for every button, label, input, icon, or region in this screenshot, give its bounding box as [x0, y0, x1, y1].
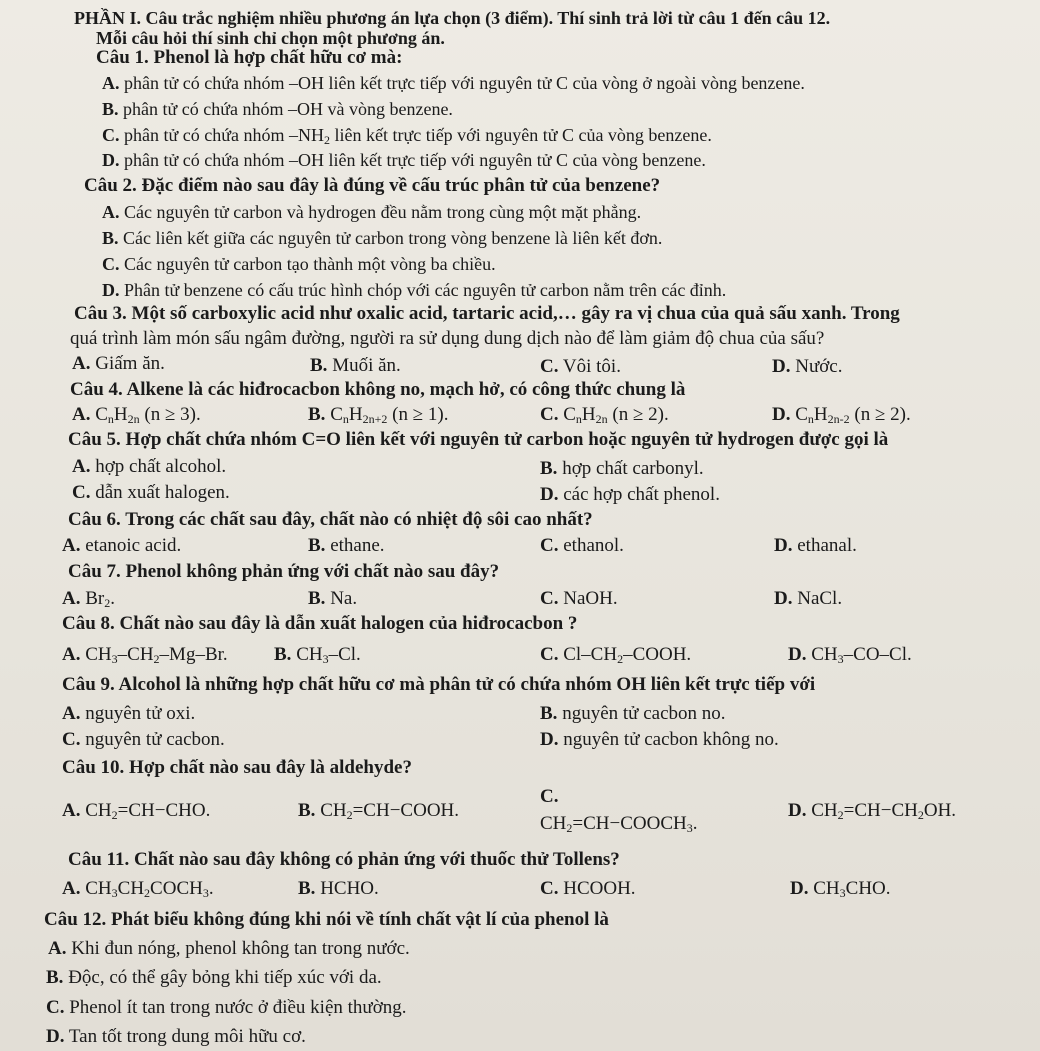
q6-option-c[interactable]: C. ethanol. — [540, 535, 624, 556]
q8-option-c[interactable]: C. $Cl-CH_2$–COOH. — [540, 644, 692, 666]
question-12-stem: Câu 12. Phát biểu không đúng khi nói về tính chất vật lí của phenol là — [44, 909, 609, 930]
q2-option-d[interactable]: D. Phân tử benzene có cấu trúc hình chóp với các nguyên tử carbon nằm trên các đỉnh. — [102, 280, 727, 300]
q4-option-b[interactable]: B. $C_nH_{2n+2}$ (n ≥ 1). — [308, 404, 449, 426]
q2-option-c[interactable]: C. Các nguyên tử carbon tạo thành một vòng ba chiều. — [102, 254, 496, 274]
q1-option-c[interactable]: C. phân tử có chứa nhóm $-NH_2$ liên kết trực tiếp với nguyên tử C của vòng benzene. — [102, 125, 712, 147]
q12-option-a[interactable]: A. Khi đun nóng, phenol không tan trong nước. — [48, 938, 410, 959]
q4-option-d[interactable]: D. $C_nH_{2n-2}$ (n ≥ 2). — [772, 404, 911, 426]
instruction: Mỗi câu hỏi thí sinh chỉ chọn một phương án. — [96, 28, 445, 48]
q3-option-d[interactable]: D. Nước. — [772, 356, 843, 377]
question-3-stem-line1: Câu 3. Một số carboxylic acid như oxalic acid, tartaric acid,… gây ra vị chua của quả sấu xanh. Trong — [74, 303, 900, 324]
question-6-stem: Câu 6. Trong các chất sau đây, chất nào có nhiệt độ sôi cao nhất? — [68, 509, 593, 530]
q10-option-c-label[interactable]: C. — [540, 786, 559, 807]
q6-option-d[interactable]: D. ethanal. — [774, 535, 857, 556]
q6-option-a[interactable]: A. etanoic acid. — [62, 535, 182, 556]
q10-option-c[interactable]: $CH_2=CH-COOCH_3$. — [540, 813, 698, 835]
q1-option-b[interactable]: B. phân tử có chứa nhóm –OH và vòng benzene. — [102, 99, 453, 119]
q9-option-d[interactable]: D. nguyên tử cacbon không no. — [540, 729, 779, 750]
question-11-stem: Câu 11. Chất nào sau đây không có phản ứng với thuốc thử Tollens? — [68, 849, 620, 870]
question-10-stem: Câu 10. Hợp chất nào sau đây là aldehyde? — [62, 757, 412, 778]
q3-option-a[interactable]: A. Giấm ăn. — [72, 353, 165, 374]
q7-option-b[interactable]: B. Na. — [308, 588, 358, 609]
q12-option-d[interactable]: D. Tan tốt trong dung môi hữu cơ. — [46, 1026, 306, 1047]
q10-option-b[interactable]: B. $CH_2=CH-COOH$. — [298, 800, 460, 822]
question-2-stem: Câu 2. Đặc điểm nào sau đây là đúng về cấu trúc phân tử của benzene? — [84, 175, 661, 196]
q7-option-a[interactable]: A. $Br_2$. — [62, 588, 115, 610]
q8-option-a[interactable]: A. $CH_3-CH_2-Mg-Br$. — [62, 644, 228, 666]
q6-option-b[interactable]: B. ethane. — [308, 535, 385, 556]
q1-option-a[interactable]: A. phân tử có chứa nhóm –OH liên kết trực tiếp với nguyên tử C của vòng ở ngoài vòng benzene. — [102, 73, 805, 93]
question-7-stem: Câu 7. Phenol không phản ứng với chất nào sau đây? — [68, 561, 500, 582]
q9-option-b[interactable]: B. nguyên tử cacbon no. — [540, 703, 726, 724]
q5-option-c[interactable]: C. dẫn xuất halogen. — [72, 482, 230, 503]
q9-option-a[interactable]: A. nguyên tử oxi. — [62, 703, 196, 724]
question-9-stem: Câu 9. Alcohol là những hợp chất hữu cơ mà phân tử có chứa nhóm OH liên kết trực tiếp với — [62, 674, 816, 695]
q2-option-a[interactable]: A. Các nguyên tử carbon và hydrogen đều nằm trong cùng một mặt phẳng. — [102, 202, 642, 222]
q11-option-d[interactable]: D. $CH_3CHO$. — [790, 878, 891, 900]
q9-option-c[interactable]: C. nguyên tử cacbon. — [62, 729, 225, 750]
question-8-stem: Câu 8. Chất nào sau đây là dẫn xuất halogen của hiđrocacbon ? — [62, 613, 578, 634]
q12-option-c[interactable]: C. Phenol ít tan trong nước ở điều kiện thường. — [46, 997, 407, 1018]
question-4-stem: Câu 4. Alkene là các hiđrocacbon không no, mạch hở, có công thức chung là — [70, 379, 686, 400]
q4-option-c[interactable]: C. $C_nH_{2n}$ (n ≥ 2). — [540, 404, 669, 426]
part-title: PHẦN I. Câu trắc nghiệm nhiều phương án lựa chọn (3 điểm). Thí sinh trả lời từ câu 1 đến câu 12. — [74, 8, 831, 28]
q1-option-d[interactable]: D. phân tử có chứa nhóm –OH liên kết trực tiếp với nguyên tử C của vòng benzene. — [102, 150, 706, 170]
question-5-stem: Câu 5. Hợp chất chứa nhóm C=O liên kết với nguyên tử carbon hoặc nguyên tử hydrogen được gọi là — [68, 429, 889, 450]
q10-option-a[interactable]: A. $CH_2=CH-CHO$. — [62, 800, 211, 822]
q8-option-b[interactable]: B. $CH_3-Cl$. — [274, 644, 361, 666]
q2-option-b[interactable]: B. Các liên kết giữa các nguyên tử carbon trong vòng benzene là liên kết đơn. — [102, 228, 663, 248]
q12-option-b[interactable]: B. Độc, có thể gây bỏng khi tiếp xúc với da. — [46, 967, 382, 988]
q11-option-b[interactable]: B. HCHO. — [298, 878, 379, 899]
q4-option-a[interactable]: A. $C_nH_{2n}$ (n ≥ 3). — [72, 404, 201, 426]
q3-option-c[interactable]: C. Vôi tôi. — [540, 356, 621, 377]
q7-option-c[interactable]: C. NaOH. — [540, 588, 618, 609]
q3-option-b[interactable]: B. Muối ăn. — [310, 355, 401, 376]
q8-option-d[interactable]: D. $CH_3-CO-Cl$. — [788, 644, 912, 666]
q11-option-a[interactable]: A. $CH_3CH_2COCH_3$. — [62, 878, 214, 900]
q11-option-c[interactable]: C. HCOOH. — [540, 878, 636, 899]
q5-option-a[interactable]: A. hợp chất alcohol. — [72, 456, 227, 477]
q10-option-d[interactable]: D. $CH_2=CH-CH_2OH$. — [788, 800, 957, 822]
q7-option-d[interactable]: D. NaCl. — [774, 588, 843, 609]
q5-option-b[interactable]: B. hợp chất carbonyl. — [540, 458, 704, 479]
question-1-stem: Câu 1. Phenol là hợp chất hữu cơ mà: — [96, 47, 403, 68]
question-3-stem-line2: quá trình làm món sấu ngâm đường, người ra sử dụng dung dịch nào để làm giảm độ chua của sấu? — [70, 328, 825, 349]
q5-option-d[interactable]: D. các hợp chất phenol. — [540, 484, 720, 505]
